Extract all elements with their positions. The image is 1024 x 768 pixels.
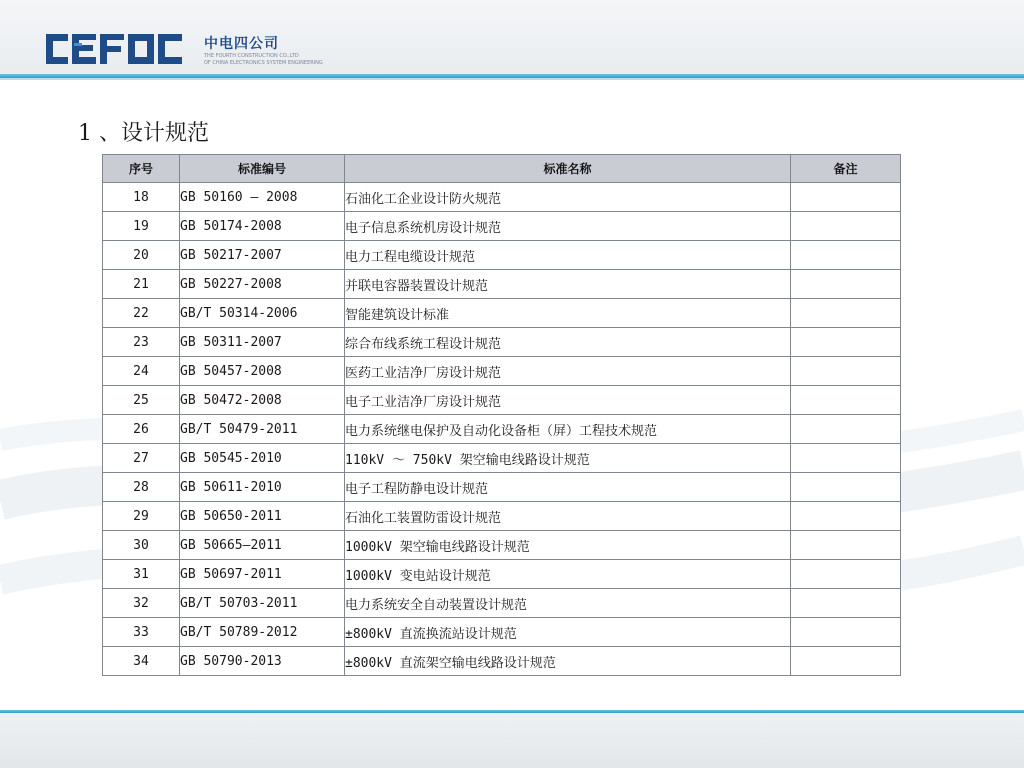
cell-seq: 21	[103, 270, 180, 299]
cell-name: 110kV ～ 750kV 架空输电线路设计规范	[345, 444, 791, 473]
cell-note	[791, 531, 901, 560]
cell-note	[791, 502, 901, 531]
cell-name: 石油化工装置防雷设计规范	[345, 502, 791, 531]
cell-name: 电力系统安全自动装置设计规范	[345, 589, 791, 618]
cell-code: GB 50311-2007	[180, 328, 345, 357]
cell-code: GB 50457-2008	[180, 357, 345, 386]
page-title: 1 、设计规范	[78, 121, 209, 146]
company-logo	[44, 30, 194, 68]
standards-table	[102, 154, 901, 676]
cell-name: 并联电容器装置设计规范	[345, 270, 791, 299]
table-row	[103, 444, 901, 473]
cell-seq: 25	[103, 386, 180, 415]
header-seq: 序号	[103, 155, 180, 183]
cell-note	[791, 647, 901, 676]
table-row	[103, 473, 901, 502]
cell-note	[791, 299, 901, 328]
cell-seq: 33	[103, 618, 180, 647]
cell-name: 医药工业洁净厂房设计规范	[345, 357, 791, 386]
table-row	[103, 589, 901, 618]
cell-note	[791, 444, 901, 473]
cell-code: GB 50217-2007	[180, 241, 345, 270]
table-row	[103, 502, 901, 531]
cell-note	[791, 386, 901, 415]
cell-code: GB 50227-2008	[180, 270, 345, 299]
table-row	[103, 212, 901, 241]
table-row	[103, 299, 901, 328]
header-code: 标准编号	[180, 155, 345, 183]
cell-note	[791, 212, 901, 241]
cell-name: 电子工业洁净厂房设计规范	[345, 386, 791, 415]
table-row	[103, 270, 901, 299]
cell-note	[791, 357, 901, 386]
cell-seq: 20	[103, 241, 180, 270]
cell-seq: 30	[103, 531, 180, 560]
table-header-row	[103, 155, 901, 183]
cell-note	[791, 415, 901, 444]
cell-note	[791, 183, 901, 212]
table-row	[103, 415, 901, 444]
cell-code: GB 50545-2010	[180, 444, 345, 473]
cell-code: GB 50472-2008	[180, 386, 345, 415]
cell-name: 综合布线系统工程设计规范	[345, 328, 791, 357]
table-row	[103, 328, 901, 357]
cell-note	[791, 270, 901, 299]
cell-note	[791, 473, 901, 502]
cell-seq: 23	[103, 328, 180, 357]
table-row	[103, 183, 901, 212]
cell-name: 电子工程防静电设计规范	[345, 473, 791, 502]
cell-name: ±800kV 直流架空输电线路设计规范	[345, 647, 791, 676]
cell-seq: 19	[103, 212, 180, 241]
cell-name: 电力工程电缆设计规范	[345, 241, 791, 270]
cell-name: 智能建筑设计标准	[345, 299, 791, 328]
table-row	[103, 560, 901, 589]
cell-seq: 34	[103, 647, 180, 676]
cell-seq: 18	[103, 183, 180, 212]
cell-seq: 31	[103, 560, 180, 589]
cell-note	[791, 560, 901, 589]
table-row	[103, 618, 901, 647]
table-row	[103, 241, 901, 270]
cell-seq: 27	[103, 444, 180, 473]
cell-code: GB/T 50479-2011	[180, 415, 345, 444]
cell-code: GB/T 50314-2006	[180, 299, 345, 328]
cell-code: GB 50665—2011	[180, 531, 345, 560]
cell-name: ±800kV 直流换流站设计规范	[345, 618, 791, 647]
cell-code: GB/T 50703-2011	[180, 589, 345, 618]
table-row	[103, 386, 901, 415]
cell-name: 电力系统继电保护及自动化设备柜（屏）工程技术规范	[345, 415, 791, 444]
header-name: 标准名称	[345, 155, 791, 183]
cell-code: GB 50611-2010	[180, 473, 345, 502]
cell-seq: 28	[103, 473, 180, 502]
cell-name: 1000kV 架空输电线路设计规范	[345, 531, 791, 560]
cell-name: 石油化工企业设计防火规范	[345, 183, 791, 212]
cell-note	[791, 328, 901, 357]
brand-name-en-line1: THE FOURTH CONSTRUCTION CO.,LTD	[204, 53, 299, 59]
table-row	[103, 647, 901, 676]
cell-seq: 26	[103, 415, 180, 444]
cell-code: GB 50650-2011	[180, 502, 345, 531]
brand-name-en-line2: OF CHINA ELECTRONICS SYSTEM ENGINEERING	[204, 60, 323, 66]
cell-seq: 29	[103, 502, 180, 531]
cell-code: GB 50160 — 2008	[180, 183, 345, 212]
cell-seq: 22	[103, 299, 180, 328]
cell-code: GB 50174-2008	[180, 212, 345, 241]
header-divider-light	[0, 78, 1024, 80]
cell-code: GB/T 50789-2012	[180, 618, 345, 647]
cell-code: GB 50790-2013	[180, 647, 345, 676]
cell-name: 电子信息系统机房设计规范	[345, 212, 791, 241]
cell-note	[791, 241, 901, 270]
header-note: 备注	[791, 155, 901, 183]
table-row	[103, 357, 901, 386]
cell-code: GB 50697-2011	[180, 560, 345, 589]
cell-seq: 32	[103, 589, 180, 618]
cell-name: 1000kV 变电站设计规范	[345, 560, 791, 589]
brand-name-cn: 中电四公司	[204, 36, 279, 52]
cell-note	[791, 618, 901, 647]
table-row	[103, 531, 901, 560]
cell-note	[791, 589, 901, 618]
footer-band	[0, 713, 1024, 768]
cell-seq: 24	[103, 357, 180, 386]
